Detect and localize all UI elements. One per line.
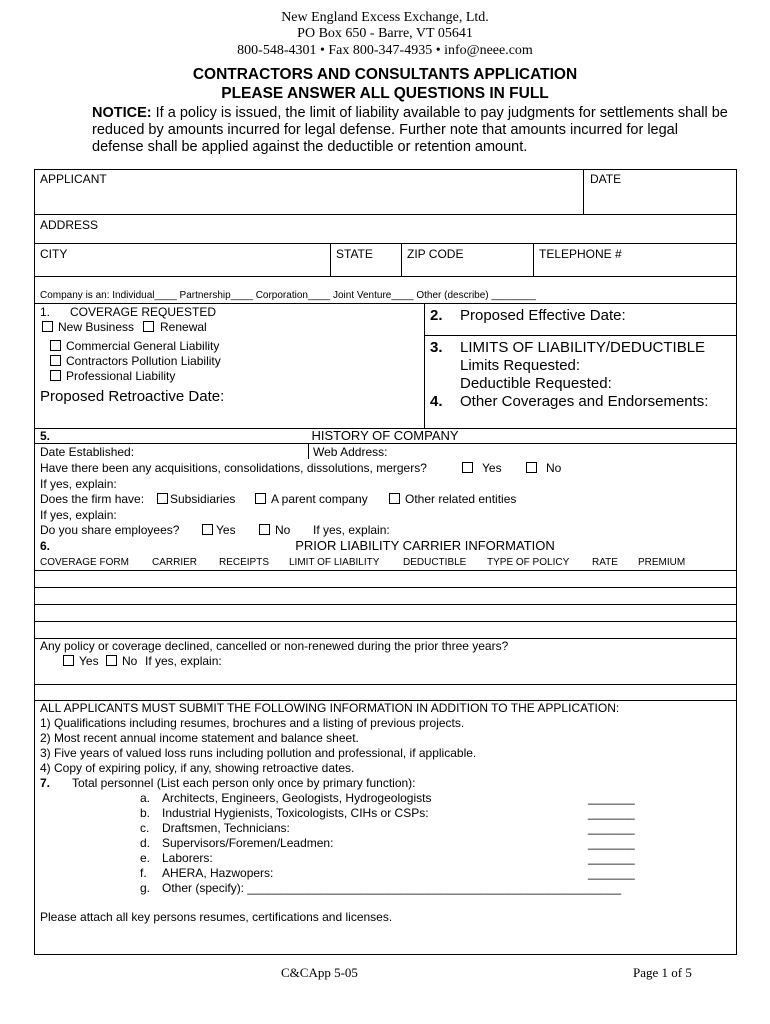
personnel-letter: c. <box>140 821 150 835</box>
date-established-label: Date Established: <box>40 445 135 459</box>
col-deductible: DEDUCTIBLE <box>403 557 467 568</box>
city-label: CITY <box>40 247 68 261</box>
form-subtitle: PLEASE ANSWER ALL QUESTIONS IN FULL <box>221 85 549 102</box>
parent-company-label: A parent company <box>271 492 368 506</box>
personnel-label: Laborers: <box>162 851 213 865</box>
section6-title: PRIOR LIABILITY CARRIER INFORMATION <box>295 538 555 553</box>
section2-number: 2. <box>430 307 443 324</box>
declined-explain: If yes, explain: <box>145 654 222 668</box>
acquisitions-yes-label: Yes <box>482 461 502 475</box>
share-explain: If yes, explain: <box>313 523 390 537</box>
personnel-count-blank[interactable]: _______ <box>588 806 635 820</box>
acquisitions-no-checkbox[interactable] <box>526 462 537 473</box>
section7-number: 7. <box>40 776 51 790</box>
personnel-letter: d. <box>140 836 151 850</box>
requirement-item: 2) Most recent annual income statement and balance sheet. <box>40 731 359 745</box>
personnel-count-blank[interactable]: _______ <box>588 851 635 865</box>
company-address: PO Box 650 - Barre, VT 05641 <box>297 26 473 41</box>
section5-number: 5. <box>40 429 51 443</box>
cgl-label: Commercial General Liability <box>66 339 220 353</box>
web-address-label: Web Address: <box>313 445 388 459</box>
declined-no-label: No <box>122 654 138 668</box>
share-yes-checkbox[interactable] <box>202 524 213 535</box>
requirements-heading: ALL APPLICANTS MUST SUBMIT THE FOLLOWING INFORMATION IN ADDITION TO THE APPLICATION: <box>40 701 620 715</box>
personnel-label: Supervisors/Foremen/Leadmen: <box>162 836 334 850</box>
renewal-label: Renewal <box>160 320 207 334</box>
personnel-letter: e. <box>140 851 151 865</box>
col-premium: PREMIUM <box>638 557 686 568</box>
section1-number: 1. <box>40 305 51 319</box>
acquisitions-yes-checkbox[interactable] <box>462 462 473 473</box>
section7-title: Total personnel (List each person only once by primary function): <box>72 776 416 790</box>
cpl-checkbox[interactable] <box>50 355 61 366</box>
section5-title: HISTORY OF COMPANY <box>311 428 459 443</box>
applicant-label: APPLICANT <box>40 172 107 186</box>
renewal-checkbox[interactable] <box>143 321 154 332</box>
form-title: CONTRACTORS AND CONSULTANTS APPLICATION <box>192 66 578 83</box>
state-label: STATE <box>336 247 373 261</box>
cpl-label: Contractors Pollution Liability <box>66 354 221 368</box>
company-contact: 800-548-4301 • Fax 800-347-4935 • info@neee.com <box>237 43 533 58</box>
personnel-letter: b. <box>140 806 151 820</box>
acquisitions-no-label: No <box>546 461 562 475</box>
personnel-letter: f. <box>140 866 147 880</box>
professional-liability-label: Professional Liability <box>66 369 176 383</box>
requirement-item: 3) Five years of valued loss runs including pollution and professional, if applicable. <box>40 746 477 760</box>
personnel-count-blank[interactable]: _______ <box>588 791 635 805</box>
deductible-requested: Deductible Requested: <box>460 375 612 392</box>
new-business-checkbox[interactable] <box>42 321 53 332</box>
address-label: ADDRESS <box>40 218 99 232</box>
notice <box>92 105 732 156</box>
company-type: Company is an: Individual____ Partnership____ Corporation____ Joint Venture____ Other (describe) ________ <box>40 290 536 301</box>
col-limit: LIMIT OF LIABILITY <box>289 557 380 568</box>
retro-date-label: Proposed Retroactive Date: <box>40 388 225 405</box>
parent-company-checkbox[interactable] <box>255 493 266 504</box>
personnel-letter: g. <box>140 881 151 895</box>
col-type: TYPE OF POLICY <box>487 557 570 568</box>
telephone-label: TELEPHONE # <box>539 247 622 261</box>
page-number: Page 1 of 5 <box>633 965 692 980</box>
acquisitions-explain: If yes, explain: <box>40 477 117 491</box>
attach-instructions: Please attach all key persons resumes, certifications and licenses. <box>40 910 393 924</box>
subsidiaries-label: Subsidiaries <box>170 492 236 506</box>
section4-number: 4. <box>430 393 443 410</box>
notice-label: NOTICE: <box>92 105 152 121</box>
section1-title: COVERAGE REQUESTED <box>70 305 217 319</box>
personnel-label: AHERA, Hazwopers: <box>162 866 274 880</box>
col-receipts: RECEIPTS <box>219 557 270 568</box>
personnel-count-blank[interactable]: _______ <box>588 866 635 880</box>
personnel-count-blank[interactable]: _______ <box>588 836 635 850</box>
declined-question: Any policy or coverage declined, cancelled or non-renewed during the prior three years? <box>40 639 509 653</box>
personnel-count-blank[interactable]: _______ <box>588 821 635 835</box>
subsidiaries-checkbox[interactable] <box>157 493 168 504</box>
requirement-item: 1) Qualifications including resumes, brochures and a listing of previous projects. <box>40 716 465 730</box>
share-no-label: No <box>275 523 291 537</box>
requirement-item: 4) Copy of expiring policy, if any, showing retroactive dates. <box>40 761 355 775</box>
share-no-checkbox[interactable] <box>259 524 270 535</box>
acquisitions-question: Have there been any acquisitions, consolidations, dissolutions, mergers? <box>40 461 427 475</box>
declined-no-checkbox[interactable] <box>106 655 117 666</box>
personnel-label: Draftsmen, Technicians: <box>162 821 290 835</box>
share-employees-label: Do you share employees? <box>40 523 180 537</box>
section3-number: 3. <box>430 339 443 356</box>
col-carrier: CARRIER <box>152 557 198 568</box>
firm-explain: If yes, explain: <box>40 508 117 522</box>
other-entities-checkbox[interactable] <box>389 493 400 504</box>
declined-yes-checkbox[interactable] <box>63 655 74 666</box>
date-label: DATE <box>590 172 622 186</box>
col-rate: RATE <box>592 557 618 568</box>
personnel-letter: a. <box>140 791 151 805</box>
professional-liability-checkbox[interactable] <box>50 370 61 381</box>
firm-have-label: Does the firm have: <box>40 492 145 506</box>
personnel-label: Architects, Engineers, Geologists, Hydrogeologists <box>162 791 432 805</box>
personnel-label: Industrial Hygienists, Toxicologists, CIHs or CSPs: <box>162 806 429 820</box>
limits-requested: Limits Requested: <box>460 357 581 374</box>
share-yes-label: Yes <box>216 523 236 537</box>
new-business-label: New Business <box>58 320 135 334</box>
other-entities-label: Other related entities <box>405 492 517 506</box>
declined-yes-label: Yes <box>79 654 99 668</box>
personnel-other[interactable]: Other (specify): ________________________________________________________ <box>162 881 622 895</box>
section3-title: LIMITS OF LIABILITY/DEDUCTIBLE <box>460 339 706 356</box>
notice-text: If a policy is issued, the limit of liability available to pay judgments for settlements shall be reduced by amounts incurred for legal defense. Further note that amounts incurred for legal defense shall be applied against the deductible or retention amount. <box>92 105 728 155</box>
company-name: New England Excess Exchange, Ltd. <box>281 10 489 25</box>
cgl-checkbox[interactable] <box>50 340 61 351</box>
col-coverage-form: COVERAGE FORM <box>40 557 129 568</box>
zip-label: ZIP CODE <box>407 247 464 261</box>
section2-title: Proposed Effective Date: <box>460 307 626 324</box>
section6-number: 6. <box>40 539 51 553</box>
form-id: C&CApp 5-05 <box>281 965 358 980</box>
section4-title: Other Coverages and Endorsements: <box>460 393 709 410</box>
